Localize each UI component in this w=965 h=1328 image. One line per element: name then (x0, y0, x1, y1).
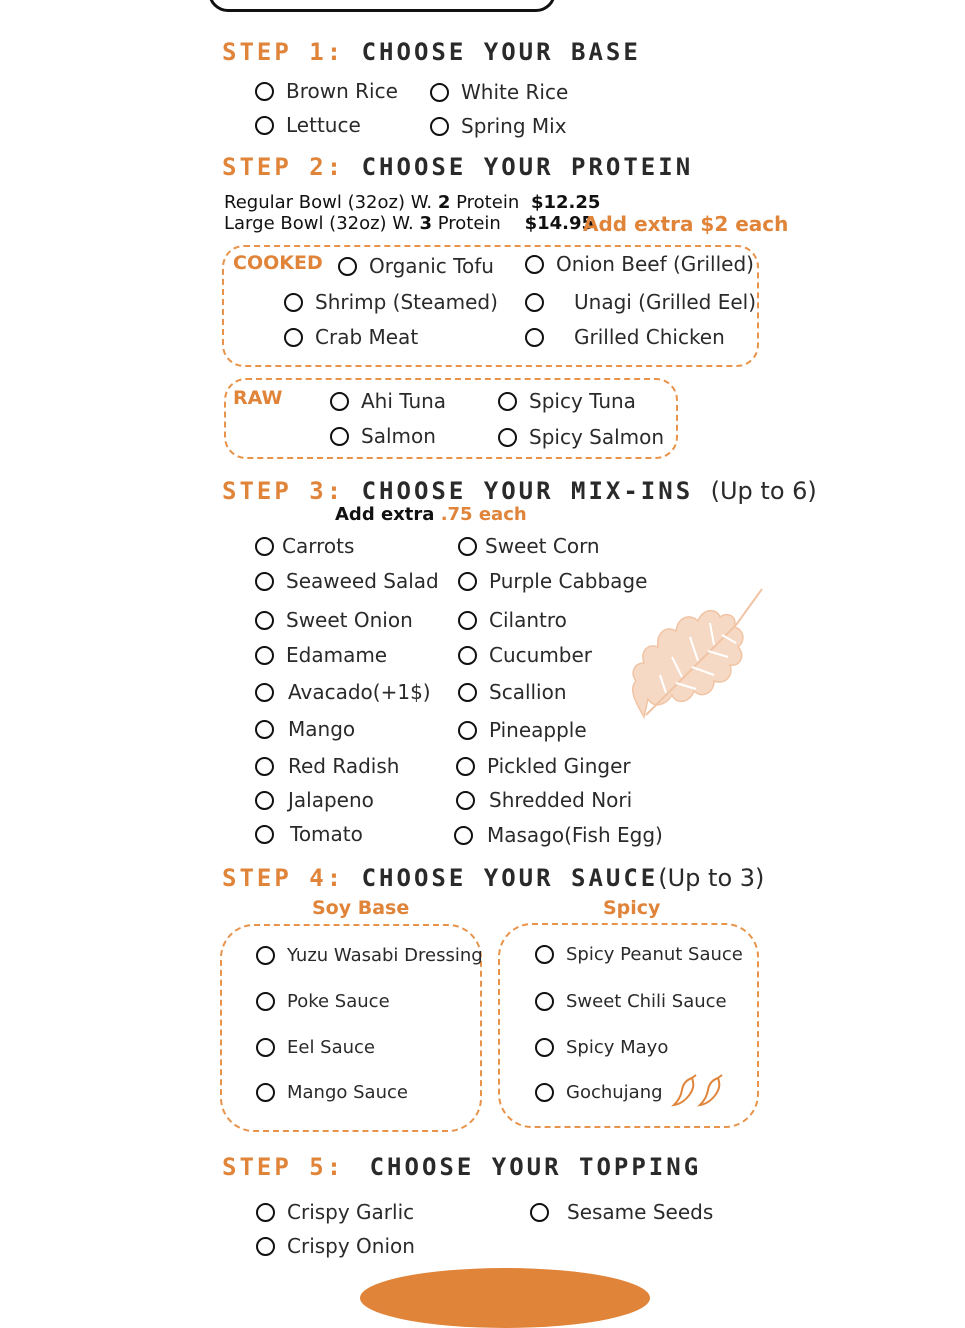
radio-icon[interactable] (456, 791, 475, 810)
protein-unagi[interactable] (525, 290, 756, 314)
radio-icon[interactable] (255, 683, 274, 702)
spicy-label: Spicy (603, 897, 661, 919)
radio-icon[interactable] (454, 826, 473, 845)
option-label: Red Radish (288, 754, 400, 778)
radio-icon[interactable] (255, 791, 274, 810)
radio-icon[interactable] (530, 1203, 549, 1222)
step4-title: CHOOSE YOUR SAUCE (361, 864, 659, 892)
mixin-cucumber[interactable] (458, 643, 592, 667)
option-label: Cilantro (489, 608, 567, 632)
oak-leaf-icon (626, 585, 766, 730)
radio-icon[interactable] (256, 1237, 275, 1256)
mixin-carrots[interactable] (255, 534, 354, 558)
radio-icon[interactable] (498, 392, 517, 411)
chili-pepper-icon (670, 1074, 726, 1108)
step4-limit: (Up to 3) (658, 864, 765, 892)
step3-heading (222, 477, 817, 505)
option-label: Onion Beef (Grilled) (556, 252, 754, 276)
regular-bowl-price (224, 192, 600, 213)
sauce-sweet-chili[interactable] (535, 991, 727, 1012)
protein-shrimp[interactable] (284, 290, 498, 314)
mixin-tomato[interactable] (255, 822, 363, 846)
extra-protein-note: Add extra $2 each (583, 212, 789, 236)
option-label: Organic Tofu (369, 254, 494, 278)
protein-grilled-chicken[interactable] (525, 325, 725, 349)
option-label: Spicy Tuna (529, 389, 636, 413)
step3-title: CHOOSE YOUR MIX-INS (361, 477, 694, 505)
option-label: Cucumber (489, 643, 593, 667)
option-label: Carrots (282, 534, 355, 558)
radio-icon[interactable] (456, 757, 475, 776)
mixin-red-radish[interactable] (255, 754, 399, 778)
option-label: Sweet Onion (286, 608, 413, 632)
radio-icon[interactable] (255, 825, 274, 844)
radio-icon[interactable] (256, 992, 275, 1011)
large-bowl-amount: $14.95 (524, 213, 595, 234)
radio-icon[interactable] (256, 1038, 275, 1057)
regular-bowl-count: 2 (437, 192, 451, 213)
mixin-pineapple[interactable] (458, 718, 587, 742)
option-label: Crispy Onion (287, 1234, 415, 1258)
regular-bowl-amount: $12.25 (530, 192, 601, 213)
option-label: Sweet Chili Sauce (566, 991, 727, 1012)
radio-icon[interactable] (535, 1038, 554, 1057)
mixin-edamame[interactable] (255, 643, 387, 667)
option-label: Seaweed Salad (286, 569, 439, 593)
radio-icon[interactable] (458, 611, 477, 630)
option-label: Jalapeno (288, 788, 374, 812)
protein-salmon[interactable] (330, 424, 436, 448)
large-bowl-suffix: Protein (432, 213, 501, 234)
option-label: Mango Sauce (287, 1082, 408, 1103)
mixin-extra-price: .75 each (440, 504, 527, 525)
mixin-masago[interactable] (454, 823, 663, 847)
protein-onion-beef[interactable] (525, 252, 754, 276)
large-bowl-price (224, 213, 594, 234)
topping-crispy-garlic[interactable] (256, 1200, 414, 1224)
sauce-poke[interactable] (256, 991, 390, 1012)
radio-icon[interactable] (284, 328, 303, 347)
step1-heading (222, 38, 641, 66)
sauce-gochujang[interactable] (535, 1082, 663, 1103)
option-label: Unagi (Grilled Eel) (574, 290, 757, 314)
top-banner-frame (208, 0, 556, 12)
step5-title: CHOOSE YOUR TOPPING (369, 1153, 702, 1181)
step5-heading (222, 1153, 701, 1181)
mixin-shredded-nori[interactable] (456, 788, 632, 812)
mixin-extra-note (335, 504, 527, 525)
soy-base-label: Soy Base (312, 897, 410, 919)
radio-icon[interactable] (535, 992, 554, 1011)
radio-icon[interactable] (256, 1203, 275, 1222)
step3-limit: (Up to 6) (710, 477, 817, 505)
radio-icon[interactable] (256, 946, 275, 965)
mixin-mango[interactable] (255, 717, 355, 741)
radio-icon[interactable] (255, 572, 274, 591)
step2-number: STEP 2: (222, 153, 345, 181)
radio-icon[interactable] (535, 945, 554, 964)
option-label: Spring Mix (461, 114, 567, 138)
mixin-cilantro[interactable] (458, 608, 567, 632)
bottom-decor-arc (360, 1268, 650, 1328)
option-label: Crispy Garlic (287, 1200, 415, 1224)
step2-title: CHOOSE YOUR PROTEIN (361, 153, 694, 181)
radio-icon[interactable] (255, 646, 274, 665)
step5-number: STEP 5: (222, 1153, 345, 1181)
option-label: Mango (288, 717, 356, 741)
option-label: Yuzu Wasabi Dressing (287, 945, 483, 966)
option-label: White Rice (461, 80, 569, 104)
option-label: Sweet Corn (485, 534, 600, 558)
radio-icon[interactable] (255, 720, 274, 739)
step4-number: STEP 4: (222, 864, 345, 892)
regular-bowl-desc: Regular Bowl (32oz) W. (224, 192, 438, 213)
radio-icon[interactable] (255, 116, 274, 135)
option-label: Purple Cabbage (489, 569, 648, 593)
radio-icon[interactable] (338, 257, 357, 276)
option-label: Tomato (290, 822, 363, 846)
mixin-scallion[interactable] (458, 680, 567, 704)
radio-icon[interactable] (458, 572, 477, 591)
radio-icon[interactable] (458, 537, 477, 556)
step3-number: STEP 3: (222, 477, 345, 505)
mixin-sweet-onion[interactable] (255, 608, 413, 632)
step2-heading (222, 153, 693, 181)
protein-spicy-salmon[interactable] (498, 425, 664, 449)
radio-icon[interactable] (525, 328, 544, 347)
option-label: Masago(Fish Egg) (487, 823, 663, 847)
raw-label: RAW (233, 387, 283, 409)
option-label: Spicy Peanut Sauce (566, 944, 743, 965)
mixin-pickled-ginger[interactable] (456, 754, 631, 778)
large-bowl-desc: Large Bowl (32oz) W. (224, 213, 420, 234)
radio-icon[interactable] (458, 721, 477, 740)
option-label: Sesame Seeds (567, 1200, 714, 1224)
step1-title: CHOOSE YOUR BASE (361, 38, 641, 66)
option-label: Shredded Nori (489, 788, 633, 812)
radio-icon[interactable] (255, 611, 274, 630)
protein-ahi-tuna[interactable] (330, 389, 446, 413)
option-label: Edamame (286, 643, 388, 667)
base-option-brown-rice[interactable] (255, 79, 398, 103)
mixin-seaweed-salad[interactable] (255, 569, 439, 593)
mixin-purple-cabbage[interactable] (458, 569, 647, 593)
option-label: Ahi Tuna (361, 389, 447, 413)
radio-icon[interactable] (255, 757, 274, 776)
base-option-lettuce[interactable] (255, 113, 361, 137)
radio-icon[interactable] (256, 1083, 275, 1102)
option-label: Grilled Chicken (574, 325, 725, 349)
large-bowl-count: 3 (419, 213, 433, 234)
sauce-eel[interactable] (256, 1037, 375, 1058)
radio-icon[interactable] (284, 293, 303, 312)
mixin-sweet-corn[interactable] (458, 534, 600, 558)
option-label: Poke Sauce (287, 991, 390, 1012)
step1-number: STEP 1: (222, 38, 345, 66)
option-label: Crab Meat (315, 325, 419, 349)
step4-heading (222, 864, 764, 892)
radio-icon[interactable] (255, 537, 274, 556)
topping-crispy-onion[interactable] (256, 1234, 415, 1258)
protein-organic-tofu[interactable] (338, 254, 494, 278)
option-label: Brown Rice (286, 79, 398, 103)
option-label: Pickled Ginger (487, 754, 631, 778)
sauce-spicy-mayo[interactable] (535, 1037, 668, 1058)
mixin-avacado[interactable] (255, 680, 431, 704)
cooked-label: COOKED (233, 252, 323, 274)
sauce-spicy-peanut[interactable] (535, 944, 743, 965)
base-option-spring-mix[interactable] (430, 114, 567, 138)
sauce-yuzu-wasabi[interactable] (256, 945, 483, 966)
sauce-mango[interactable] (256, 1082, 408, 1103)
radio-icon[interactable] (458, 646, 477, 665)
protein-crab-meat[interactable] (284, 325, 418, 349)
protein-spicy-tuna[interactable] (498, 389, 636, 413)
mixin-extra-text: Add extra (335, 504, 441, 525)
topping-sesame-seeds[interactable] (530, 1200, 713, 1224)
option-label: Spicy Mayo (566, 1037, 669, 1058)
radio-icon[interactable] (535, 1083, 554, 1102)
option-label: Avacado(+1$) (288, 680, 431, 704)
option-label: Shrimp (Steamed) (315, 290, 498, 314)
radio-icon[interactable] (498, 428, 517, 447)
option-label: Eel Sauce (287, 1037, 376, 1058)
option-label: Salmon (361, 424, 436, 448)
radio-icon[interactable] (430, 117, 449, 136)
option-label: Gochujang (566, 1082, 663, 1103)
radio-icon[interactable] (430, 83, 449, 102)
radio-icon[interactable] (525, 255, 544, 274)
option-label: Scallion (489, 680, 567, 704)
option-label: Lettuce (286, 113, 361, 137)
radio-icon[interactable] (525, 293, 544, 312)
radio-icon[interactable] (330, 392, 349, 411)
radio-icon[interactable] (255, 82, 274, 101)
option-label: Spicy Salmon (529, 425, 665, 449)
mixin-jalapeno[interactable] (255, 788, 374, 812)
base-option-white-rice[interactable] (430, 80, 568, 104)
radio-icon[interactable] (458, 683, 477, 702)
regular-bowl-suffix: Protein (450, 192, 520, 213)
option-label: Pineapple (489, 718, 587, 742)
radio-icon[interactable] (330, 427, 349, 446)
